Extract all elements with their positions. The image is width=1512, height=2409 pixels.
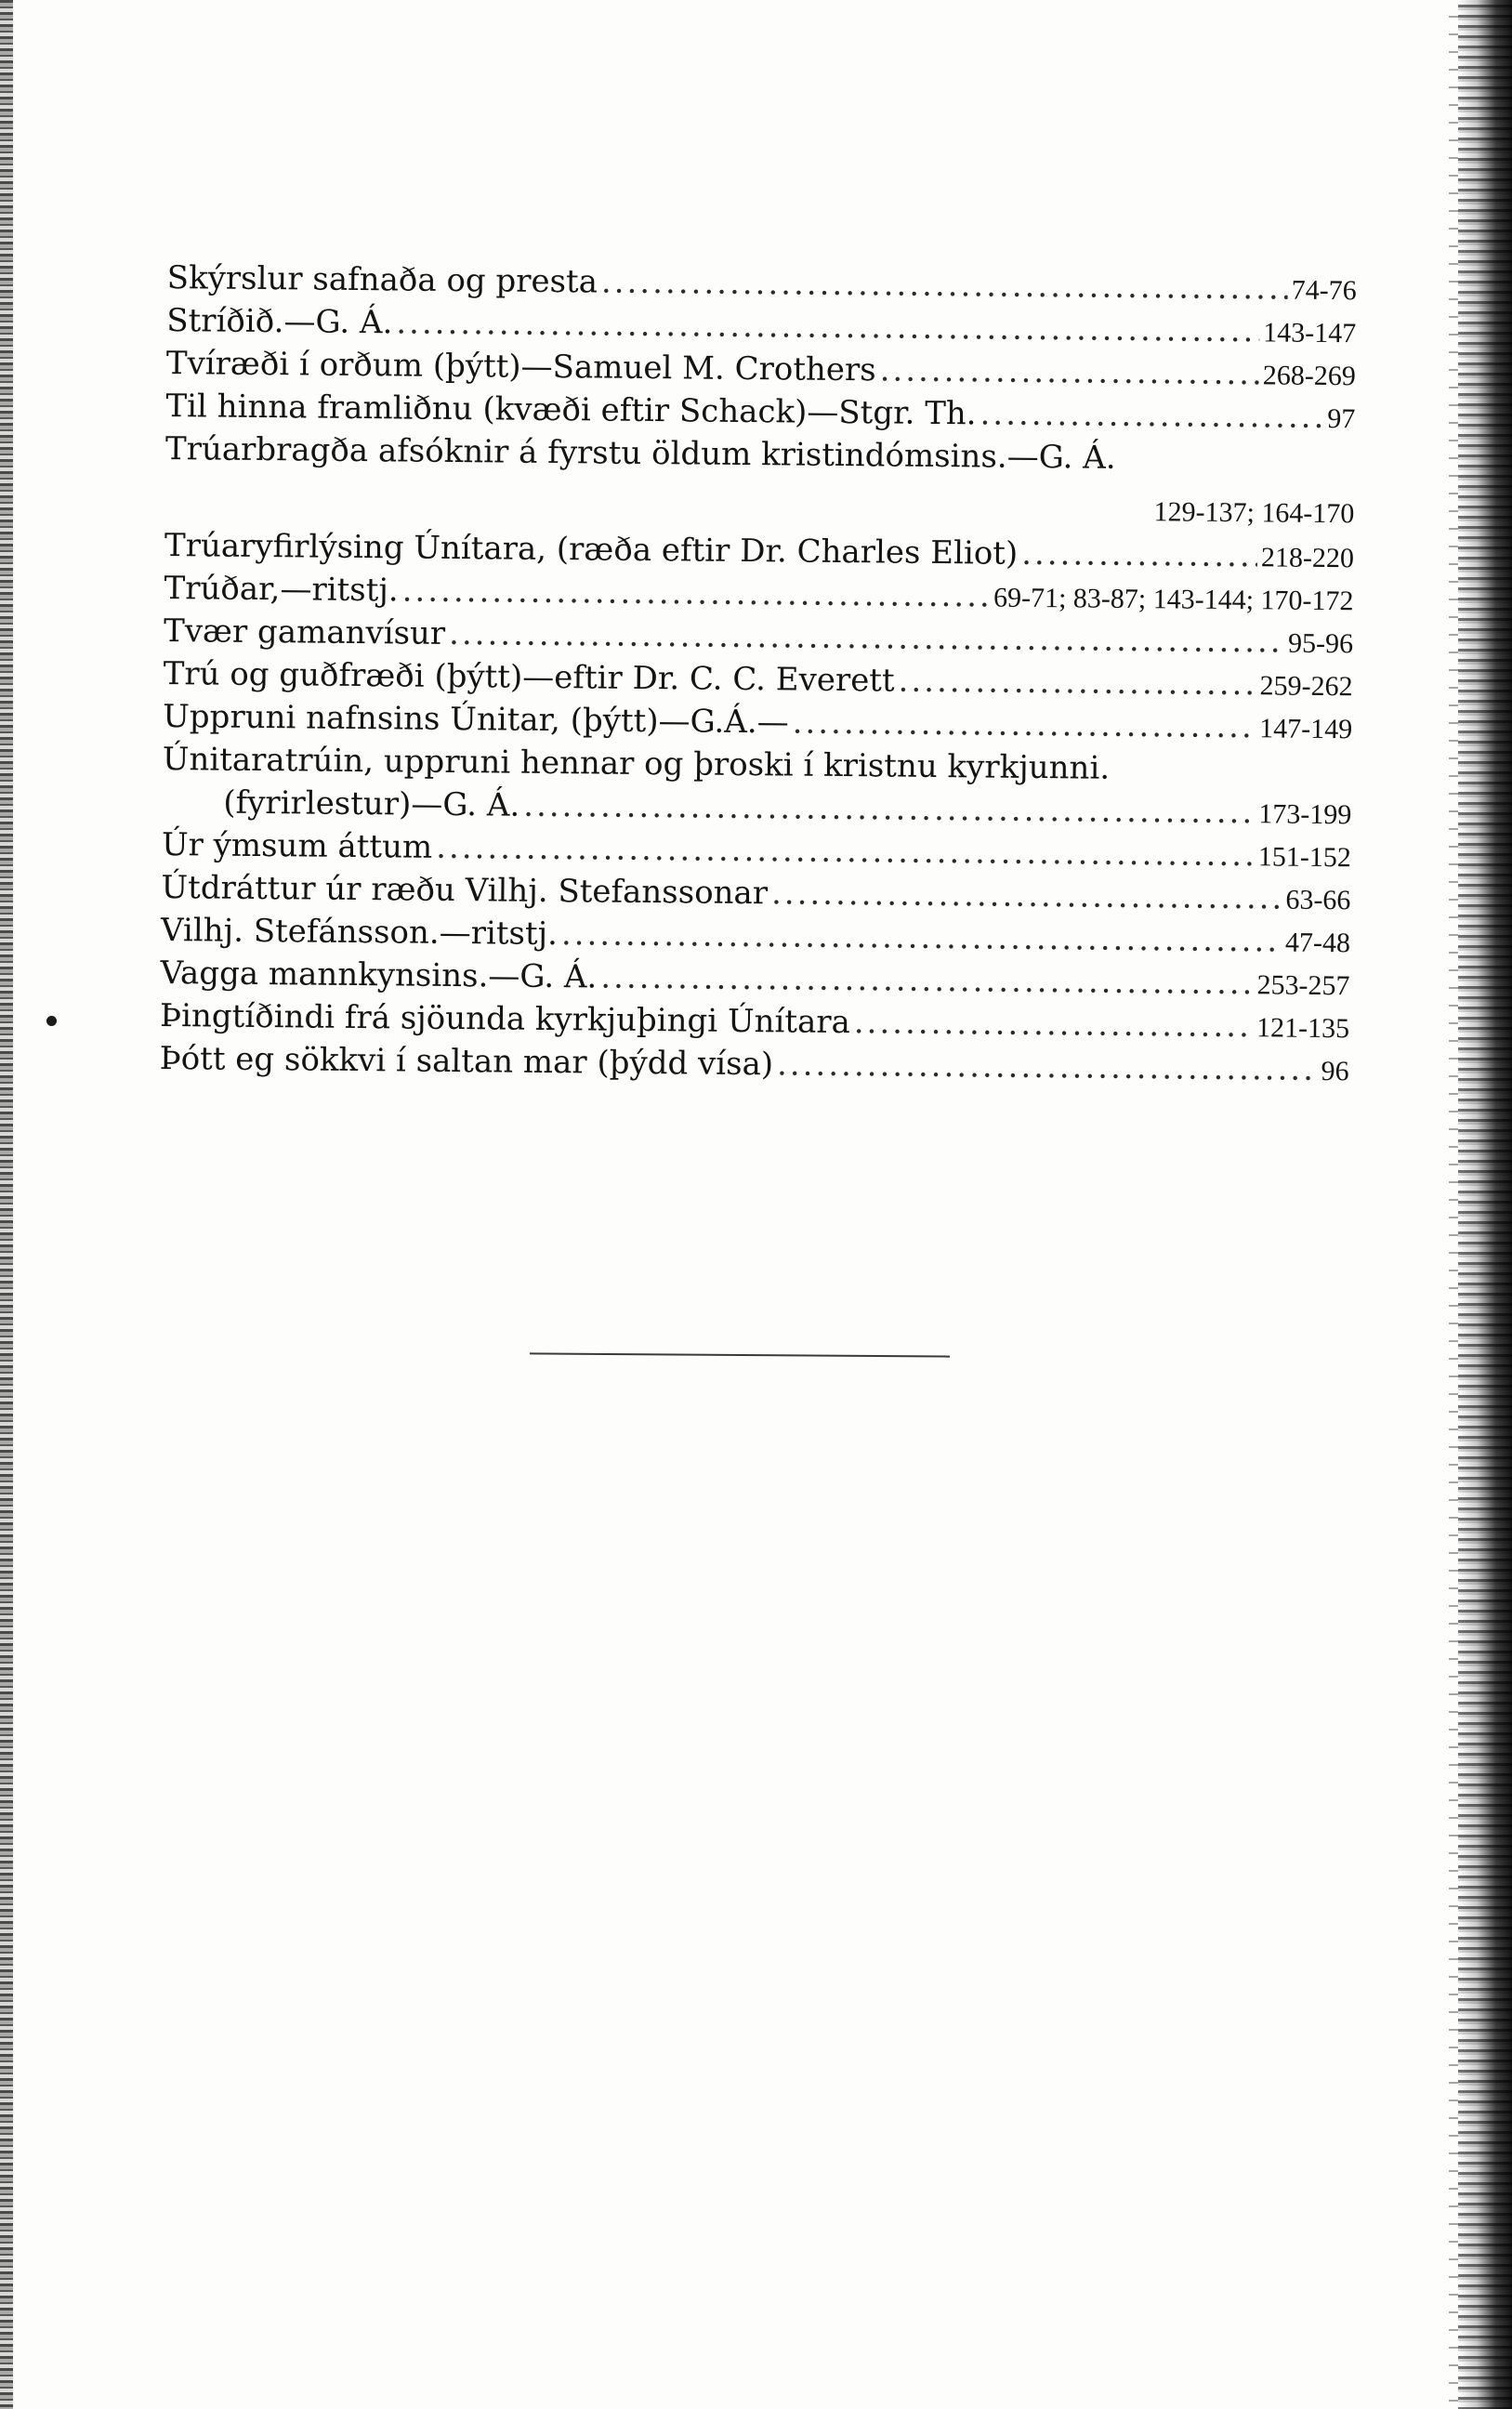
dot-leader [1021,533,1257,577]
entry-pages: 143-147 [1263,317,1357,349]
entry-title: Skýrslur safnaða og presta [166,258,598,301]
entry-pages: 173-199 [1258,798,1352,831]
entry-title: Trú og guðfræði (þýtt)—eftir Dr. C. C. Everett [163,654,895,700]
entry-pages: 47-48 [1284,927,1351,959]
entry-title: Vilhj. Stefánsson.—ritstj. [160,911,559,954]
dot-leader [879,349,1259,395]
entry-pages: 121-135 [1256,1012,1350,1045]
margin-ink-dot [46,1016,57,1026]
scan-edge-right [1458,0,1512,2409]
entry-pages: 268-269 [1262,360,1356,392]
entry-title: Únitaratrúin, uppruni hennar og þroski í kristnu kyrkjunni. [162,740,1111,787]
scan-edge-right-inner [1449,0,1458,2409]
dot-leader [777,1043,1318,1091]
entry-pages: 96 [1321,1055,1349,1087]
entry-pages: 218-220 [1260,542,1355,574]
entry-title: Trúaryfirlýsing Únítara, (ræða eftir Dr. Charles Eliot) [164,526,1019,573]
entry-pages: 74-76 [1291,274,1357,307]
entry-pages: 95-96 [1287,627,1354,660]
entry-title: Trúðar,—ritstj. [164,569,399,610]
dot-leader [898,660,1256,706]
entry-title: Til hinna framliðnu (kvæði eftir Schack)—Stgr. Th. [165,387,977,433]
entry-pages: 253-257 [1256,969,1350,1002]
dot-leader [980,392,1323,439]
entry-title: Stríðið.—G. Á. [166,301,393,342]
dot-leader [601,260,1288,309]
entry-title: Úr ýmsum áttum [161,825,433,866]
entry-title: Vagga mannkynsins.—G. Á. [160,954,598,996]
closing-rule [530,1352,950,1357]
dot-leader [771,872,1282,919]
entry-title: Tvíræði í orðum (þýtt)—Samuel M. Crothers [165,344,876,389]
dot-leader [792,701,1256,748]
entry-pages: 63-66 [1285,884,1351,916]
entry-title: Útdráttur úr ræðu Vilhj. Stefanssonar [161,868,769,913]
dot-leader [561,913,1282,962]
entry-title: Tvær gamanvísur [163,612,446,652]
entry-title: (fyrirlestur)—G. Á. [223,783,520,824]
entry-pages: 151-152 [1257,841,1352,874]
entry-pages: 147-149 [1259,713,1353,745]
dot-leader [523,784,1256,835]
entry-pages: 69-71; 83-87; 143-144; 170-172 [993,582,1354,617]
entry-pages: 129-137; 164-170 [1153,496,1355,530]
entry-title: Uppruni nafnsins Únitar, (þýtt)—G.Á.— [163,697,789,742]
entry-pages: 97 [1327,402,1356,435]
entry-title: Trúarbragða afsóknir á fyrstu öldum kristindómsins.—G. Á. [164,429,1116,477]
scan-edge-left [0,0,13,2409]
dot-leader [854,1001,1254,1047]
entry-pages: 259-262 [1259,670,1353,703]
table-of-contents [159,257,1356,1091]
dot-leader [600,956,1254,1006]
dot-leader [401,569,990,617]
entry-title: Þótt eg sökkvi í saltan mar (þýdd vísa) [159,1039,774,1084]
entry-title: Þingtíðindi frá sjöunda kyrkjuþingi Únítara [159,996,851,1042]
